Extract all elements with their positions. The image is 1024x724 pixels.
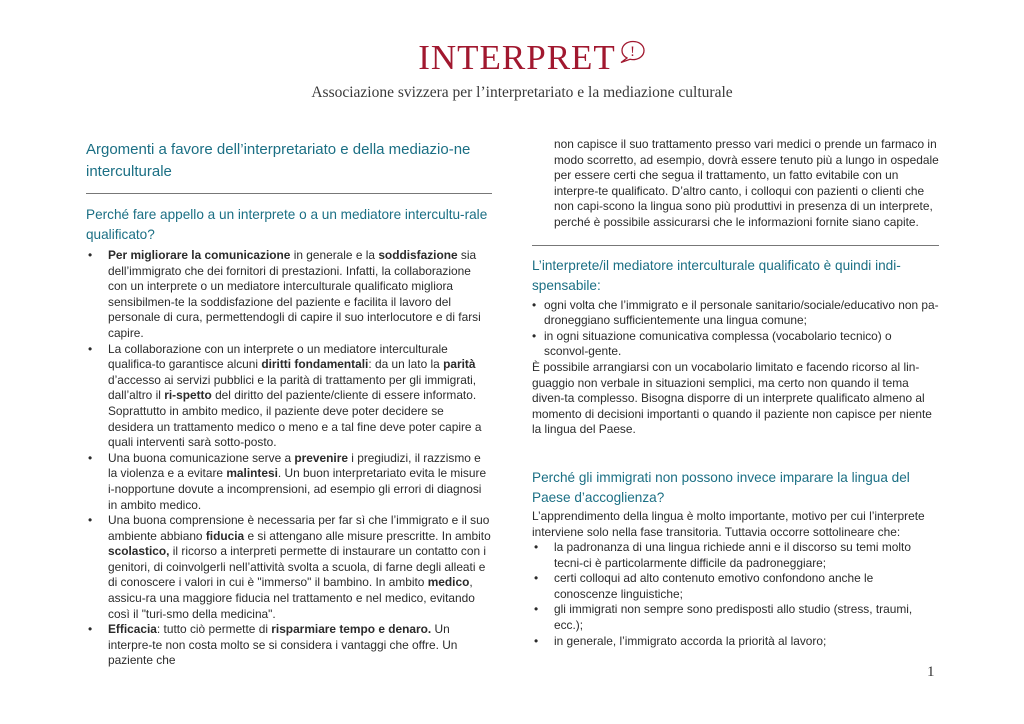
right-column xyxy=(532,137,939,649)
section-heading-why: Perché fare appello a un interprete o a un mediatore intercultu-rale qualificato? xyxy=(86,207,488,242)
list-item: • Efficacia: tutto ciò permette di risparmiare tempo e denaro. Un interpre-te non costa molto se si considera i vantaggi che offre. Un paziente che xyxy=(86,622,492,669)
list-item: • Per migliorare la comunicazione in generale e la soddisfazione sia dell’immigrato che dei fornitori di prestazioni. Infatti, la collaborazione con un interprete o un mediatore interculturale qualificato migliora sensibilmen-te la soddisfazione del paziente e facilita il lavoro del personale di cura, permettendogli di capire il suo interlocutore e di farsi capire. xyxy=(86,248,492,342)
list-item: • gli immigrati non sempre sono predisposti allo studio (stress, traumi, ecc.); xyxy=(532,602,939,633)
list-item: • La collaborazione con un interprete o un mediatore interculturale qualifica-to garantisce alcuni diritti fondamentali: da un lato la parità d’accesso ai servizi pubblici e la parità di trattamento per gli immigrati, dall’altro il ri-spetto del diritto del paziente/cliente di essere informato. Soprattutto in ambito medico, il paziente deve poter decidere se desidera un trattamento medico o meno e a tal fine deve poter capire a quali interventi sarà sotto-posto. xyxy=(86,342,492,451)
list-item: • in ogni situazione comunicativa complessa (vocabolario tecnico) o sconvol-gente. xyxy=(532,329,939,360)
logo-text: INTERPRET xyxy=(418,38,616,77)
subtitle: Associazione svizzera per l’interpretariato e la mediazione culturale xyxy=(311,84,733,101)
page-title: Argomenti a favore dell’interpretariato e della mediazio-ne interculturale xyxy=(86,139,492,194)
logo xyxy=(418,38,636,78)
list-item: • Una buona comunicazione serve a prevenire i pregiudizi, il razzismo e la violenza e a evitare malintesi. Un buon interpretariato evita le misure i-nopportune dovute a incomprensioni, ad esempio gli errori di diagnosi in ambito medico. xyxy=(86,451,492,513)
page-header xyxy=(0,38,1024,102)
speech-bubble-icon xyxy=(620,40,646,64)
section-heading-indispensable: L’interprete/il mediatore interculturale qualificato è quindi indi-spensabile: xyxy=(532,257,901,293)
section-heading-language: Perché gli immigrati non possono invece imparare la lingua del Paese d’accoglienza? xyxy=(532,469,910,505)
reasons-list xyxy=(86,248,492,669)
logo-mark: ! xyxy=(629,44,636,60)
list-item: • la padronanza di una lingua richiede anni e il discorso su temi molto tecni-ci è particolarmente difficile da padroneggiare; xyxy=(532,540,939,571)
divider xyxy=(532,245,939,246)
language-paragraph: L’apprendimento della lingua è molto importante, motivo per cui l’interprete interviene solo nella fase transitoria. Tuttavia occorre sottolineare che: xyxy=(532,508,925,539)
list-item: • ogni volta che l’immigrato e il personale sanitario/sociale/educativo non pa-droneggiano sufficientemente una lingua comune; xyxy=(532,298,939,329)
page-number: 1 xyxy=(927,664,935,680)
indispensable-paragraph: È possibile arrangiarsi con un vocabolario limitato e facendo ricorso al lin-guaggio non verbale in situazioni semplici, ma certo non quando il tema diven-ta complesso. Bisogna disporre di un interprete qualificato almeno al momento di decisioni importanti o quando il paziente non capisce per niente la lingua del Paese. xyxy=(532,359,932,437)
list-item: • in generale, l’immigrato accorda la priorità al lavoro; xyxy=(532,634,939,650)
list-item: • certi colloqui ad alto contenuto emotivo confondono anche le conoscenze linguistiche; xyxy=(532,571,939,602)
left-column xyxy=(86,137,492,669)
list-item: • Una buona comprensione è necessaria per far sì che l’immigrato e il suo ambiente abbiano fiducia e si attengano alle misure prescritte. In ambito scolastico, il ricorso a interpreti permette di instaurare un contatto con i genitori, di coinvolgerli nell’attività svolta a scuola, di farne degli alleati e di conoscere i valori in cui è "immerso" il bambino. In ambito medico, assicu-ra una maggiore fiducia nel trattamento e nel medico, evitando così il "turi-smo della medicina". xyxy=(86,513,492,622)
language-list xyxy=(532,540,939,649)
continuation-paragraph: non capisce il suo trattamento presso vari medici o prende un farmaco in modo scorretto, ad esempio, dovrà essere tenuto più a lungo in ospedale per essere certi che segua il trattamento, un fatto evitabile con un interpre-te qualificato. D’altro canto, i colloqui con pazienti o clienti che non capi-scono la lingua sono più produttivi in presenza di un interprete, perché è possibile assicurarsi che le informazioni fornite siano capite. xyxy=(554,137,939,229)
indispensable-list xyxy=(532,298,939,360)
